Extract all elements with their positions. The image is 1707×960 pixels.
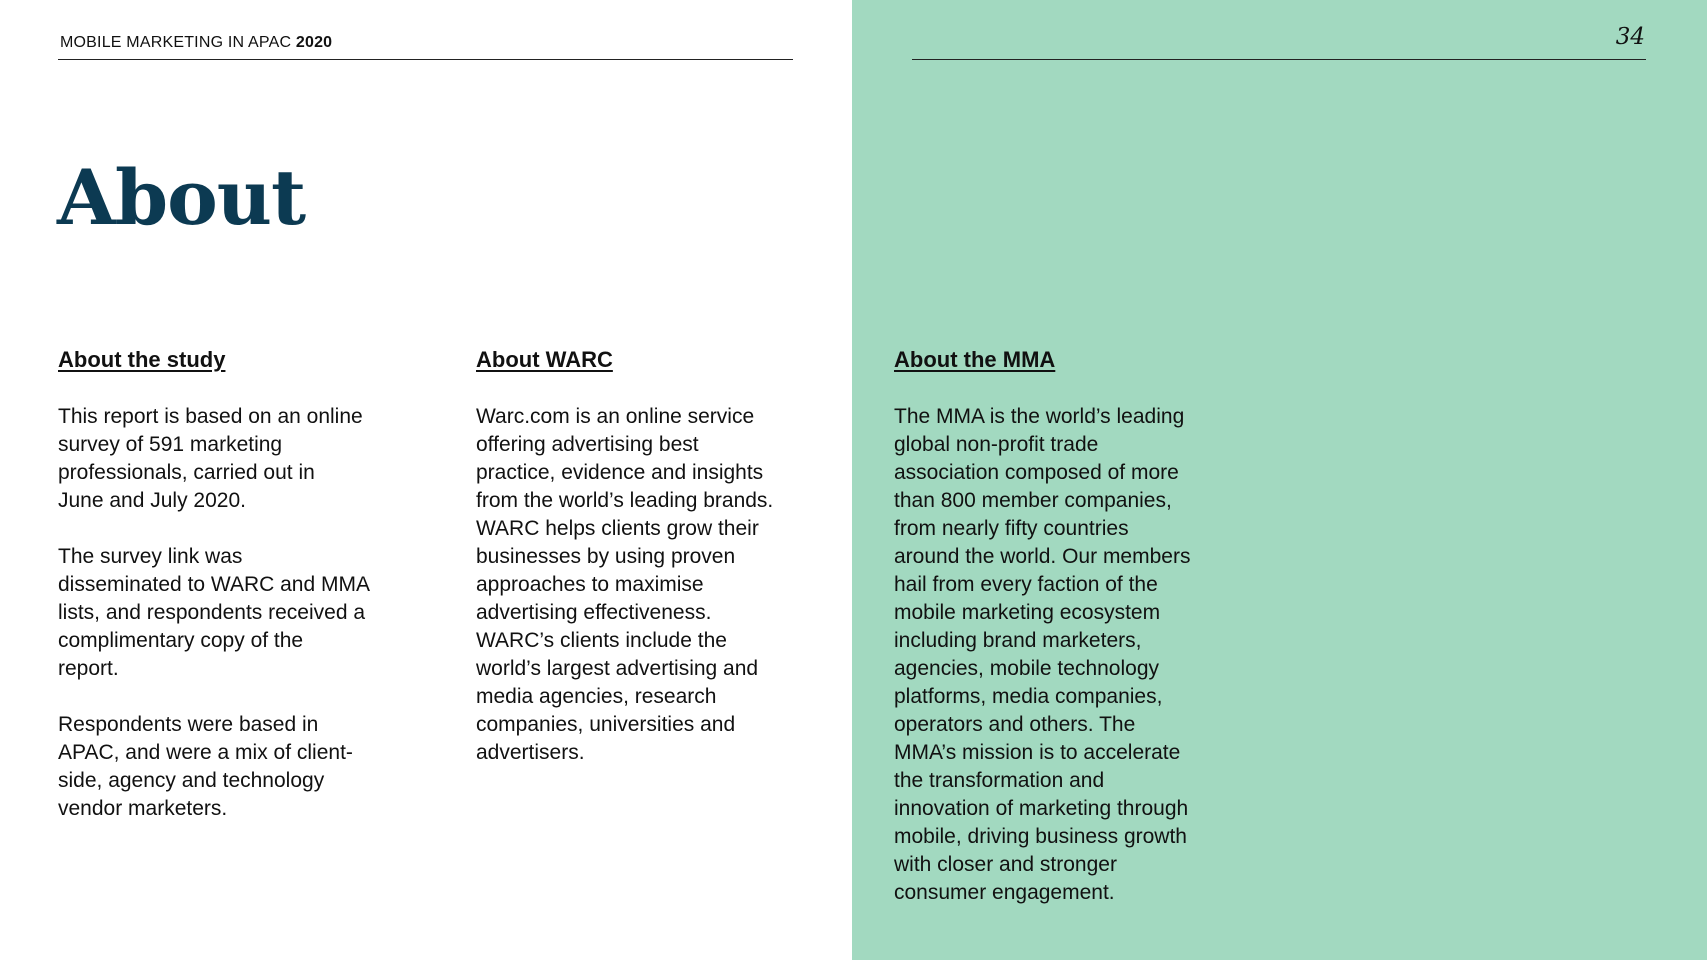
about-warc-section bbox=[476, 345, 836, 795]
report-year: 2020 bbox=[295, 34, 333, 51]
report-title: MOBILE MARKETING IN APAC bbox=[60, 34, 292, 51]
about-study-paragraph-1: This report is based on an online survey of 591 marketing professionals, carried out in June and July 2020. bbox=[58, 405, 363, 512]
about-study-paragraph-3: Respondents were based in APAC, and were a mix of client- side, agency and technology vendor marketers. bbox=[58, 713, 353, 820]
about-warc-heading: About WARC bbox=[476, 347, 613, 372]
page-number: 34 bbox=[1615, 24, 1645, 50]
about-mma-heading: About the MMA bbox=[894, 347, 1056, 372]
about-warc-paragraph: Warc.com is an online service offering advertising best practice, evidence and insights from the world’s leading brands. WARC helps clients grow their businesses by using proven approaches to maximise advertising effectiveness. WARC’s clients include the world’s largest advertising and media agencies, research companies, universities and advertisers. bbox=[476, 405, 774, 764]
report-header bbox=[60, 34, 332, 52]
page-title: About bbox=[57, 153, 306, 242]
about-mma-paragraph: The MMA is the world’s leading global non-profit trade association composed of more than 800 member companies, from nearly fifty countries around the world. Our members hail from every faction of the mobile marketing ecosystem including brand marketers, agencies, mobile technology platforms, media companies, operators and others. The MMA’s mission is to accelerate the transformation and innovation of marketing through mobile, driving business growth with closer and stronger consumer engagement. bbox=[894, 405, 1191, 904]
about-study-section bbox=[58, 345, 418, 851]
about-study-heading: About the study bbox=[58, 347, 226, 372]
header-divider-right bbox=[912, 59, 1646, 60]
header-divider-left bbox=[58, 59, 793, 60]
about-study-paragraph-2: The survey link was disseminated to WARC and MMA lists, and respondents received a complimentary copy of the report. bbox=[58, 545, 370, 680]
about-mma-section bbox=[894, 345, 1254, 935]
